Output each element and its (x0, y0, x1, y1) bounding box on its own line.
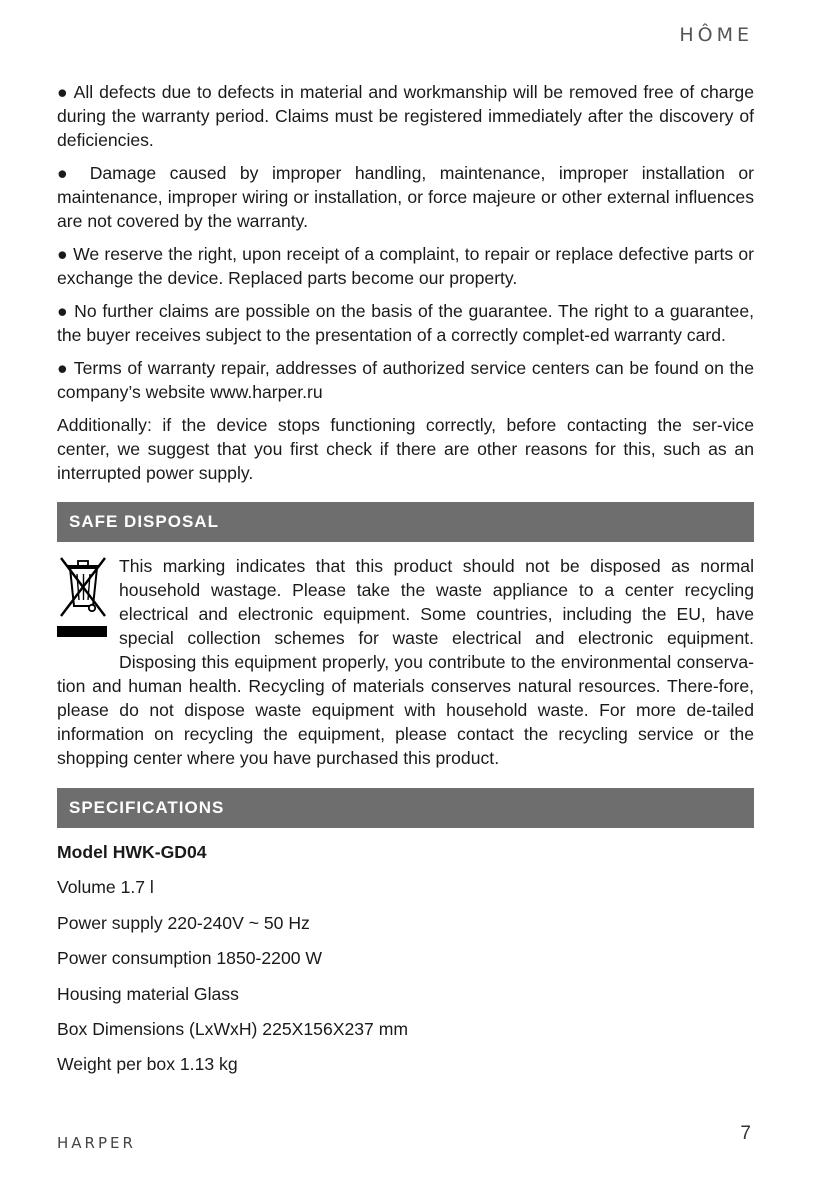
weee-crossed-bin-icon (57, 554, 109, 654)
additional-note-paragraph: Additionally: if the device stops functioning correctly, before contacting the ser-vice center, we suggest that you first check if there are other reasons for this, such as an interrupted power supply. (57, 415, 754, 483)
disposal-text: This marking indicates that this product should not be disposed as normal household wastage. Please take the waste appliance to a center recycling electrical and electronic equipment. Some countries, including the EU, have special collection schemes for waste electrical and electronic equipment. Disposing this equipment properly, you contribute to the environmental conserva-tion and human health. Recycling of materials conserves natural resources. There-fore, please do not dispose waste equipment with household waste. For more de-tailed information on recycling the equipment, please contact the recycling service or the shopping center where you have purchased this product. (57, 556, 754, 768)
spec-housing-material: Housing material Glass (57, 983, 239, 1004)
harper-logo: HARPER (57, 1134, 136, 1152)
warranty-paragraph-1: ● All defects due to defects in material and workmanship will be removed free of charge during the warranty period. Claims must be registered immediately after the discovery of deficiencies. (57, 82, 754, 150)
specifications-heading: SPECIFICATIONS (57, 788, 754, 828)
spec-power-consumption: Power consumption 1850-2200 W (57, 948, 323, 969)
warranty-paragraph-4: ● No further claims are possible on the basis of the guarantee. The right to a guarantee, the buyer receives subject to the presentation of a correctly complet-ed warranty card. (57, 301, 754, 345)
home-logo: HÔME (679, 24, 753, 46)
safe-disposal-heading: SAFE DISPOSAL (57, 502, 754, 542)
disposal-section (57, 554, 754, 770)
page-number: 7 (740, 1123, 751, 1144)
page-content (57, 80, 754, 1088)
warranty-paragraph-5: ● Terms of warranty repair, addresses of authorized service centers can be found on the company’s website www.harper.ru (57, 358, 754, 402)
spec-box-dimensions: Box Dimensions (LxWxH) 225X156X237 mm (57, 1018, 409, 1039)
spec-volume: Volume 1.7 l (57, 877, 154, 898)
spec-power-supply: Power supply 220-240V ~ 50 Hz (57, 912, 310, 933)
specifications-list (57, 840, 754, 1076)
spec-weight: Weight per box 1.13 kg (57, 1054, 238, 1075)
spec-model: Model HWK-GD04 (57, 842, 207, 862)
warranty-paragraph-3: ● We reserve the right, upon receipt of a complaint, to repair or replace defective parts or exchange the device. Replaced parts become our property. (57, 244, 754, 288)
weee-bar-icon (57, 626, 107, 637)
warranty-paragraph-2: ● Damage caused by improper handling, maintenance, improper installation or maintenance, improper wiring or installation, or force majeure or other external influences are not covered by the warranty. (57, 163, 754, 231)
